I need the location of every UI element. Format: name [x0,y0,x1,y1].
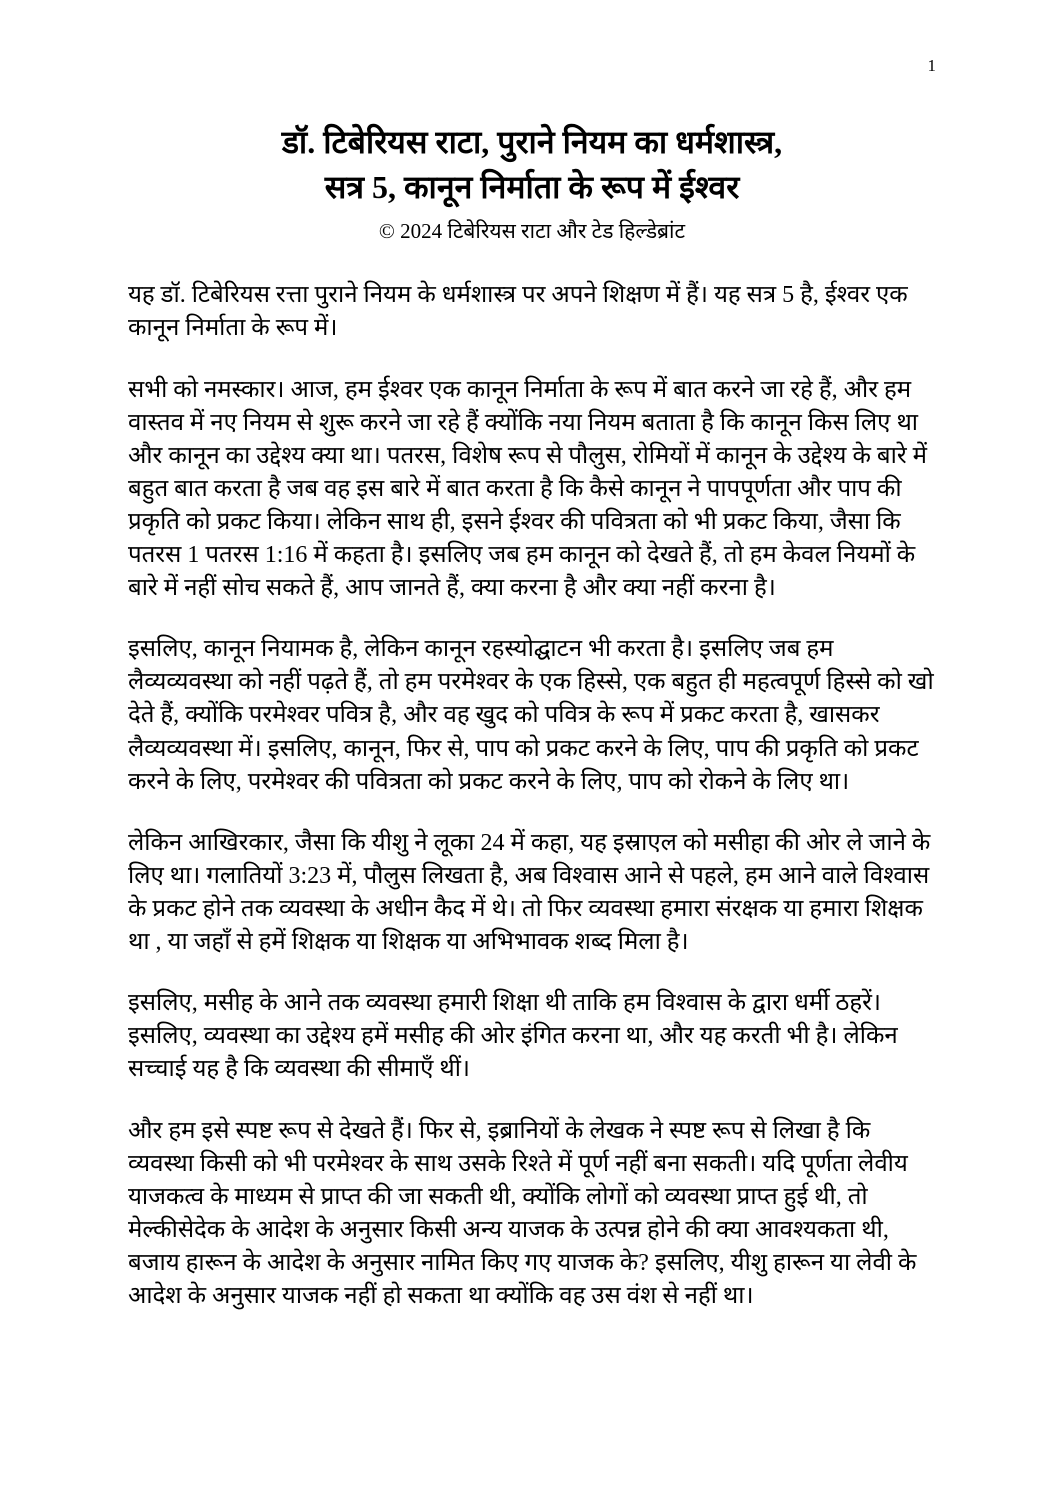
paragraph-5: इसलिए, मसीह के आने तक व्यवस्था हमारी शिक्षा थी ताकि हम विश्वास के द्वारा धर्मी ठहरें। इसलिए, व्यवस्था का उद्देश्य हमें मसीह की ओर इंगित करना था, और यह करती भी है। लेकिन सच्चाई यह है कि व्यवस्था की सीमाएँ थीं। [128,990,898,1083]
copyright-line: © 2024 टिबेरियस राटा और टेड हिल्डेब्रांट [378,218,686,243]
paragraph-1: यह डॉ. टिबेरियस रत्ता पुराने नियम के धर्मशास्त्र पर अपने शिक्षण में हैं। यह सत्र 5 है, ईश्वर एक कानून निर्माता के रूप में। [128,282,908,342]
title-line-2: सत्र 5, कानून निर्माता के रूप में ईश्वर [324,169,740,206]
page-number: 1 [927,56,936,75]
paragraph-6: और हम इसे स्पष्ट रूप से देखते हैं। फिर से, इब्रानियों के लेखक ने स्पष्ट रूप से लिखा है कि व्यवस्था किसी को भी परमेश्वर के साथ उसके रिश्ते में पूर्ण नहीं बना सकती। यदि पूर्णता लेवीय याजकत्व के माध्यम से प्राप्त की जा सकती थी, क्योंकि लोगों को व्यवस्था प्राप्त हुई थी, तो मेल्कीसेदेक के आदेश के अनुसार किसी अन्य याजक के उत्पन्न होने की क्या आवश्यकता थी, बजाय हारून के आदेश के अनुसार नामित किए गए याजक के? इसलिए, यीशु हारून या लेवी के आदेश के अनुसार याजक नहीं हो सकता था क्योंकि वह उस वंश से नहीं था। [128,1117,917,1310]
title-line-1: डॉ. टिबेरियस राटा, पुराने नियम का धर्मशास्त्र, [281,124,783,161]
paragraph-4: लेकिन आखिरकार, जैसा कि यीशु ने लूका 24 में कहा, यह इस्राएल को मसीहा की ओर ले जाने के लिए था। गलातियों 3:23 में, पौलुस लिखता है, अब विश्वास आने से पहले, हम आने वाले विश्वास के प्रकट होने तक व्यवस्था के अधीन कैद में थे। तो फिर व्यवस्था हमारा संरक्षक या हमारा शिक्षक था , या जहाँ से हमें शिक्षक या शिक्षक या अभिभावक शब्द मिला है। [128,829,931,956]
paragraph-2: सभी को नमस्कार। आज, हम ईश्वर एक कानून निर्माता के रूप में बात करने जा रहे हैं, और हम वास्तव में नए नियम से शुरू करने जा रहे हैं क्योंकि नया नियम बताता है कि कानून किस लिए था और कानून का उद्देश्य क्या था। पतरस, विशेष रूप से पौलुस, रोमियों में कानून के उद्देश्य के बारे में बहुत बात करता है जब वह इस बारे में बात करता है कि कैसे कानून ने पापपूर्णता और पाप की प्रकृति को प्रकट किया। लेकिन साथ ही, इसने ईश्वर की पवित्रता को भी प्रकट किया, जैसा कि पतरस 1 पतरस 1:16 में कहता है। इसलिए जब हम कानून को देखते हैं, तो हम केवल नियमों के बारे में नहीं सोच सकते हैं, आप जानते हैं, क्या करना है और क्या नहीं करना है। [128,376,927,602]
document-body [128,279,936,1313]
paragraph-3: इसलिए, कानून नियामक है, लेकिन कानून रहस्योद्घाटन भी करता है। इसलिए जब हम लैव्यव्यवस्था को नहीं पढ़ते हैं, तो हम परमेश्वर के एक हिस्से, एक बहुत ही महत्वपूर्ण हिस्से को खो देते हैं, क्योंकि परमेश्वर पवित्र है, और वह खुद को पवित्र के रूप में प्रकट करता है, खासकर लैव्यव्यवस्था में। इसलिए, कानून, फिर से, पाप को प्रकट करने के लिए, पाप की प्रकृति को प्रकट करने के लिए, परमेश्वर की पवित्रता को प्रकट करने के लिए, पाप को रोकने के लिए था। [128,636,934,795]
document-title [128,120,936,210]
